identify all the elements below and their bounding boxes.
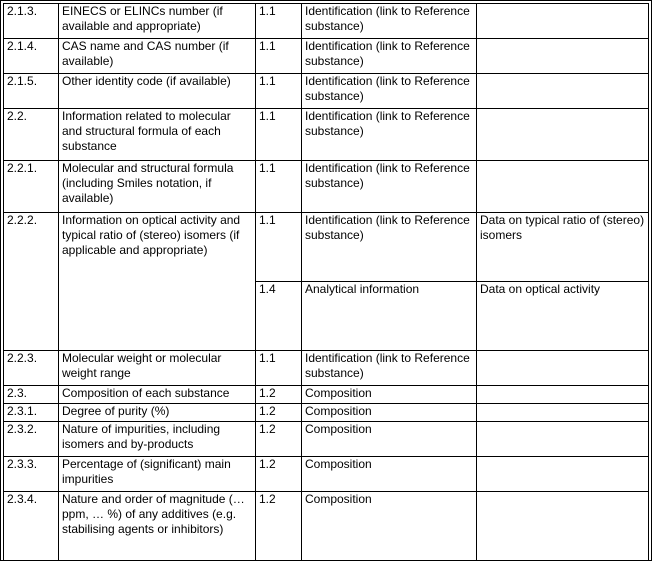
data-category: Composition — [302, 386, 477, 404]
remark — [477, 4, 649, 39]
information-requirement: Degree of purity (%) — [59, 404, 256, 422]
data-category: Identification (link to Reference substance) — [302, 4, 477, 39]
section-number: 2.2.3. — [4, 351, 59, 386]
reference-number: 1.2 — [256, 422, 302, 457]
reference-number: 1.1 — [256, 213, 302, 282]
reference-number: 1.1 — [256, 351, 302, 386]
data-category: Identification (link to Reference substance) — [302, 74, 477, 109]
reference-number: 1.1 — [256, 109, 302, 161]
table-row — [4, 4, 649, 39]
table-row — [4, 404, 649, 422]
reference-number: 1.4 — [256, 282, 302, 351]
information-requirement: Composition of each substance — [59, 386, 256, 404]
section-number: 2.2. — [4, 109, 59, 161]
table-row — [4, 74, 649, 109]
information-requirement: Molecular weight or molecular weight range — [59, 351, 256, 386]
information-requirement: Information on optical activity and typical ratio of (stereo) isomers (if applicable and appropriate) — [59, 213, 256, 351]
section-number: 2.3.1. — [4, 404, 59, 422]
data-category: Composition — [302, 492, 477, 561]
information-requirement: Nature of impurities, including isomers and by-products — [59, 422, 256, 457]
section-number: 2.1.4. — [4, 39, 59, 74]
remark — [477, 39, 649, 74]
reference-number: 1.1 — [256, 4, 302, 39]
table-row — [4, 492, 649, 561]
reference-number: 1.1 — [256, 161, 302, 213]
section-number: 2.2.1. — [4, 161, 59, 213]
table-row — [4, 161, 649, 213]
section-number: 2.1.3. — [4, 4, 59, 39]
remark — [477, 74, 649, 109]
remark — [477, 492, 649, 561]
table-row — [4, 386, 649, 404]
reference-number: 1.1 — [256, 74, 302, 109]
data-category: Identification (link to Reference substance) — [302, 213, 477, 282]
remark — [477, 404, 649, 422]
table-row — [4, 39, 649, 74]
information-requirement: Other identity code (if available) — [59, 74, 256, 109]
section-number: 2.3.4. — [4, 492, 59, 561]
table-row — [4, 422, 649, 457]
remark — [477, 161, 649, 213]
data-category: Identification (link to Reference substance) — [302, 39, 477, 74]
information-requirement: CAS name and CAS number (if available) — [59, 39, 256, 74]
information-requirement: Molecular and structural formula (including Smiles notation, if available) — [59, 161, 256, 213]
section-number: 2.3.3. — [4, 457, 59, 492]
data-category: Analytical information — [302, 282, 477, 351]
remark — [477, 422, 649, 457]
section-number: 2.3.2. — [4, 422, 59, 457]
section-number: 2.3. — [4, 386, 59, 404]
table-row — [4, 351, 649, 386]
data-category: Identification (link to Reference substance) — [302, 351, 477, 386]
remark — [477, 351, 649, 386]
table-row — [4, 109, 649, 161]
data-category: Composition — [302, 422, 477, 457]
requirements-table — [3, 3, 649, 561]
information-requirement: Percentage of (significant) main impurities — [59, 457, 256, 492]
remark: Data on optical activity — [477, 282, 649, 351]
remark: Data on typical ratio of (stereo) isomers — [477, 213, 649, 282]
remark — [477, 386, 649, 404]
reference-number: 1.2 — [256, 492, 302, 561]
information-requirement: Nature and order of magnitude (… ppm, … %) of any additives (e.g. stabilising agents or inhibitors) — [59, 492, 256, 561]
table-row — [4, 213, 649, 282]
information-requirement: EINECS or ELINCs number (if available and appropriate) — [59, 4, 256, 39]
table-row — [4, 457, 649, 492]
reference-number: 1.2 — [256, 386, 302, 404]
reference-number: 1.2 — [256, 404, 302, 422]
section-number: 2.2.2. — [4, 213, 59, 351]
data-category: Composition — [302, 404, 477, 422]
remark — [477, 457, 649, 492]
information-requirement: Information related to molecular and structural formula of each substance — [59, 109, 256, 161]
section-number: 2.1.5. — [4, 74, 59, 109]
reference-number: 1.2 — [256, 457, 302, 492]
data-category: Identification (link to Reference substance) — [302, 161, 477, 213]
remark — [477, 109, 649, 161]
data-category: Composition — [302, 457, 477, 492]
data-category: Identification (link to Reference substance) — [302, 109, 477, 161]
reference-number: 1.1 — [256, 39, 302, 74]
